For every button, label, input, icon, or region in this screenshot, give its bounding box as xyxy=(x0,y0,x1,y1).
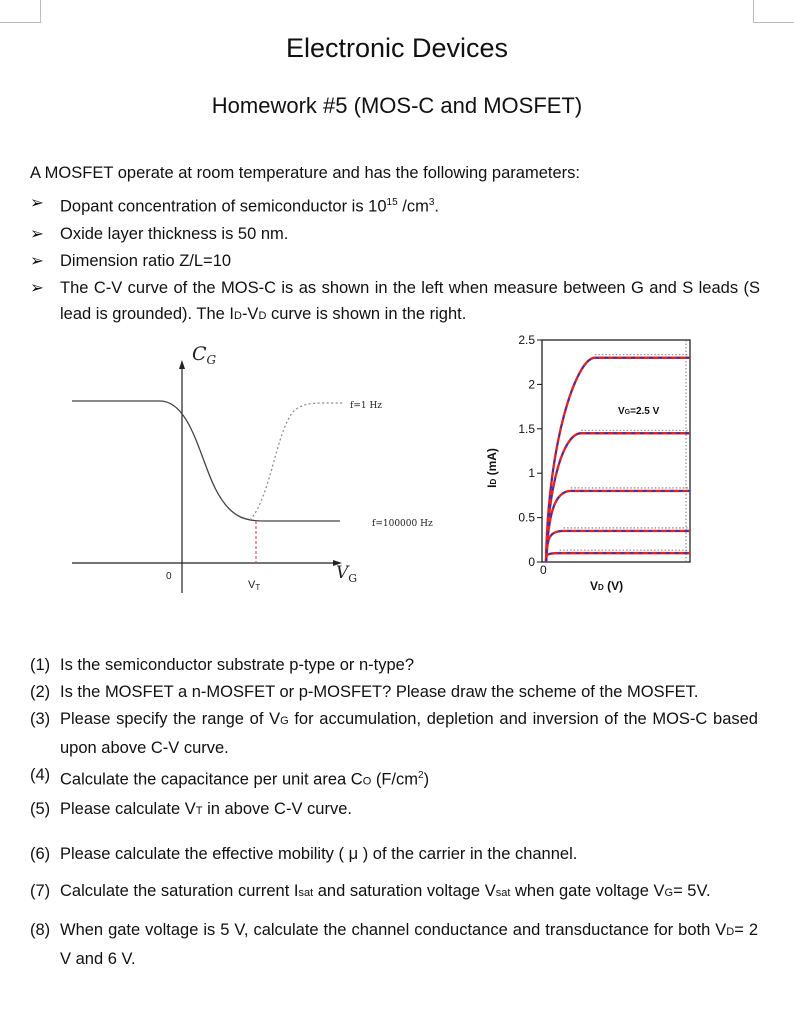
cv-y-label: $C_G$ xyxy=(192,343,217,367)
id-y-axis-title: ID (mA) xyxy=(485,448,499,488)
list-item: (4) Calculate the capacitance per unit area CO $(F/cm^2)$ xyxy=(30,766,430,789)
id-curve-dash-3 xyxy=(546,491,690,562)
id-curve-4 xyxy=(546,531,690,562)
high-frequency-label: f=100000 Hz xyxy=(372,519,433,529)
list-item: (5) Please calculate VT in above C-V curve. xyxy=(30,799,352,818)
id-vd-plot-area xyxy=(518,333,690,569)
id-y-tick-label: 0 xyxy=(528,555,535,569)
list-item: ➢ The C-V curve of the MOS-C is as shown in the left when measure between G and S leads (S lead is grounded). The ID-VD curve is shown in the right. xyxy=(30,275,760,329)
intro-text: A MOSFET operate at room temperature and has the following parameters: xyxy=(30,164,580,182)
id-x-zero-label: 0 xyxy=(540,563,547,577)
cv-y-axis-arrow-icon xyxy=(179,360,185,369)
vt-label: VT xyxy=(248,579,261,592)
page-title: Electronic Devices xyxy=(285,33,509,63)
arrow-bullet-icon: ➢ xyxy=(30,278,44,297)
vg-annotation: VG=2.5 V xyxy=(618,406,660,417)
id-curve-dash-2 xyxy=(546,433,690,562)
id-y-tick-label: 0.5 xyxy=(518,510,535,525)
page-subtitle: Homework #5 (MOS-C and MOSFET) xyxy=(211,93,583,118)
cv-low-frequency-curve xyxy=(250,403,343,520)
list-item: (2) Is the MOSFET a n-MOSFET or p-MOSFET? Please draw the scheme of the MOSFET. xyxy=(30,683,699,701)
cv-curve-chart xyxy=(60,328,460,598)
id-vd-chart xyxy=(470,318,730,608)
list-item: (8) When gate voltage is 5 V, calculate the channel conductance and transductance for both VD= 2 V and 6 V. xyxy=(30,920,758,968)
crop-mark-top-right xyxy=(753,0,794,23)
id-y-tick-label: 2 xyxy=(528,377,535,392)
list-item: ➢ Dimension ratio Z/L=10 xyxy=(30,248,760,274)
cv-high-frequency-curve xyxy=(72,401,340,521)
id-y-tick-label: 1.5 xyxy=(518,421,535,436)
cv-x-label: $V_G$ xyxy=(336,563,358,585)
list-item: ➢ Oxide layer thickness is 50 nm. xyxy=(30,221,760,247)
arrow-bullet-icon: ➢ xyxy=(30,251,44,270)
crop-mark-top-left xyxy=(0,0,41,23)
id-y-tick-label: 1 xyxy=(528,466,535,481)
parameter-list xyxy=(30,190,760,330)
list-item: (1) Is the semiconductor substrate p-type or n-type? xyxy=(30,656,415,674)
arrow-bullet-icon: ➢ xyxy=(30,194,44,212)
id-curve-dash-5 xyxy=(546,553,690,562)
id-curve-3 xyxy=(546,491,690,562)
low-frequency-label: f=1 Hz xyxy=(350,401,383,411)
list-item: (3) Please specify the range of VG for accumulation, depletion and inversion of the MOS-C based upon above C-V curve. xyxy=(30,710,758,757)
id-y-tick-label: 2.5 xyxy=(518,333,535,347)
id-x-axis-title: VD (V) xyxy=(590,579,624,593)
list-item: (6) Please calculate the effective mobility ( μ ) of the carrier in the channel. xyxy=(30,844,578,863)
question-list xyxy=(30,652,758,973)
arrow-bullet-icon: ➢ xyxy=(30,224,44,243)
id-curve-2 xyxy=(546,433,690,562)
id-curve-dash-4 xyxy=(546,531,690,562)
list-item: (7) Calculate the saturation current Isat and saturation voltage Vsat when gate voltage VG= 5V. xyxy=(30,881,711,900)
id-curve-5 xyxy=(546,553,690,562)
cv-origin-label: 0 xyxy=(166,571,172,582)
list-item: ➢ Dopant concentration of semiconductor is $10^{15}$ $/cm^3$. xyxy=(30,190,760,220)
